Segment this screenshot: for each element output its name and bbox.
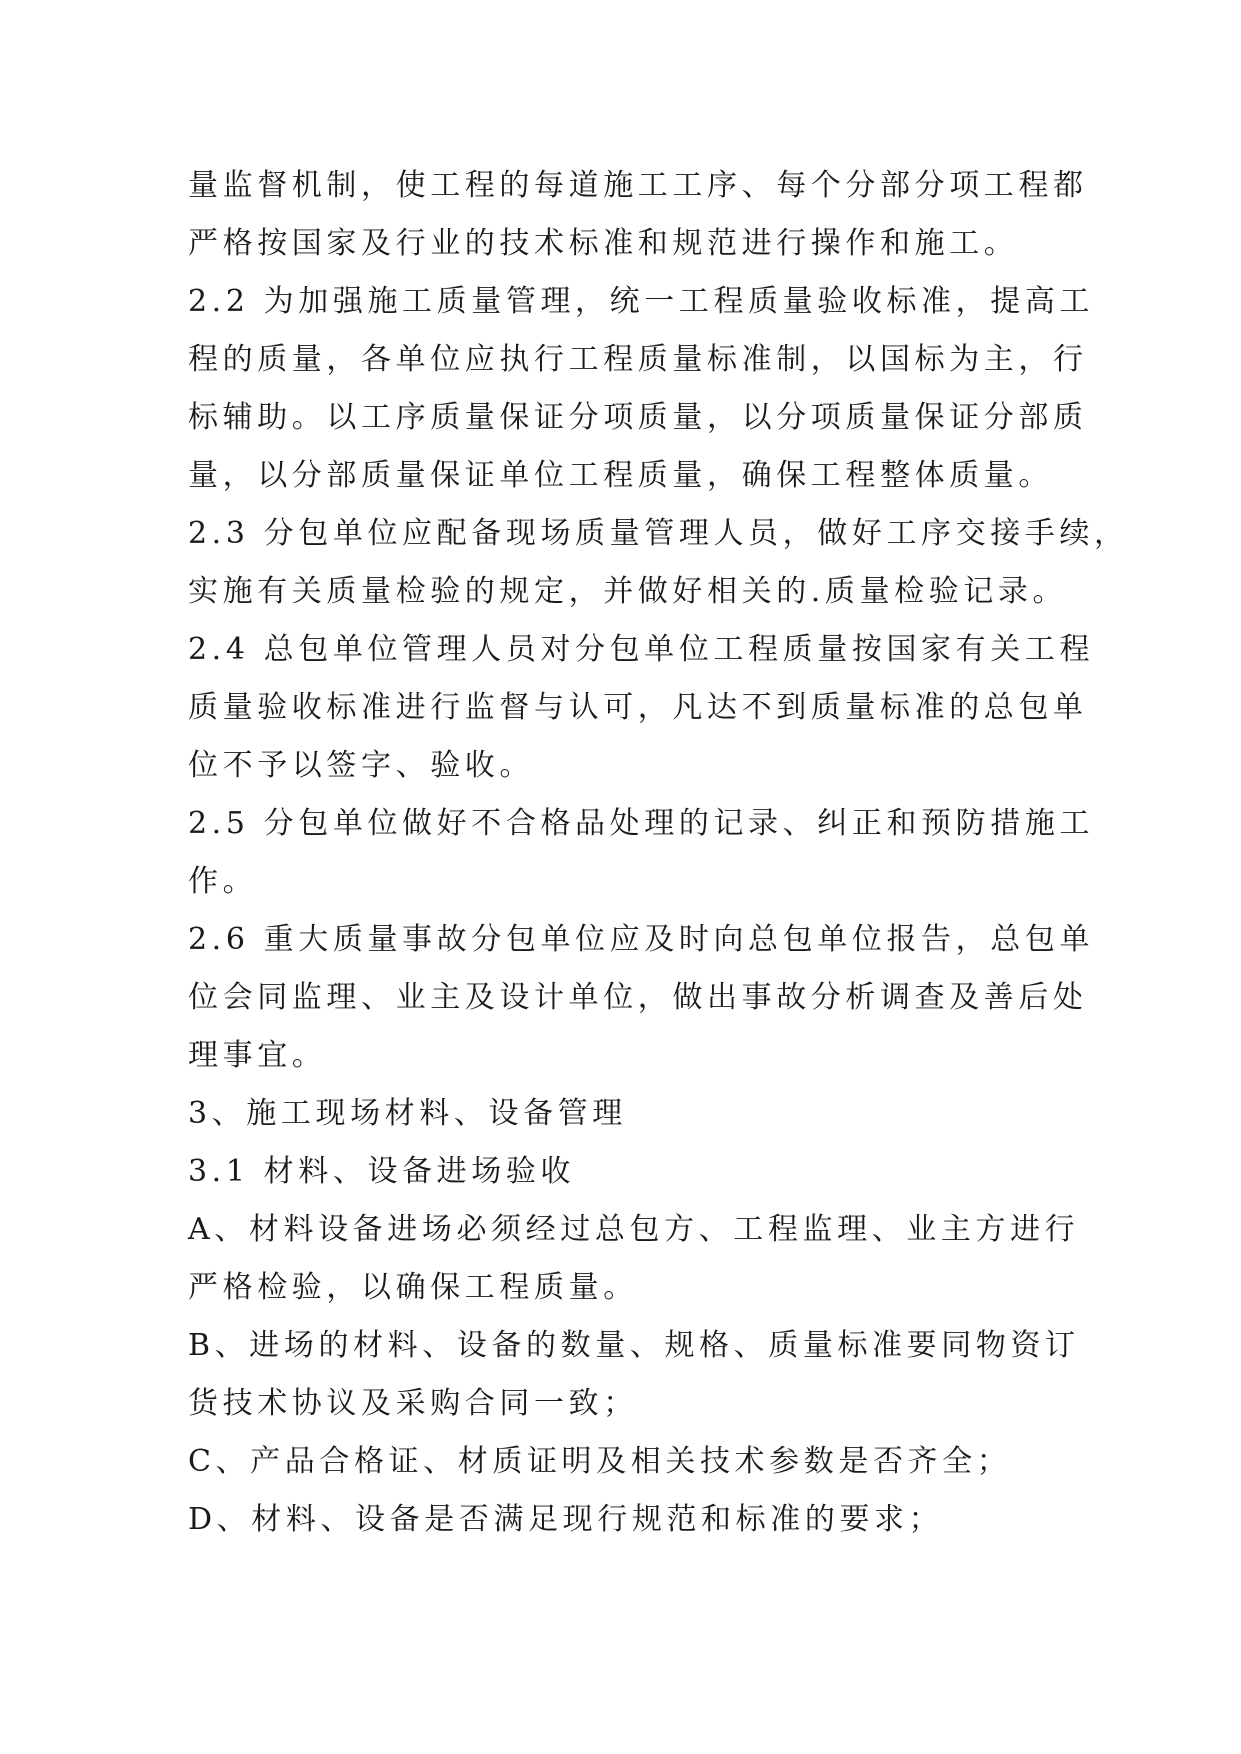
text-line: 严格检验，以确保工程质量。 (188, 1270, 638, 1305)
text-line: 位不予以签字、验收。 (188, 748, 534, 783)
text-line: 2.3 分包单位应配备现场质量管理人员，做好工序交接手续， (188, 516, 1129, 551)
text-line: 2.2 为加强施工质量管理，统一工程质量验收标准，提高工 (188, 284, 1095, 319)
text-line: B、进场的材料、设备的数量、规格、质量标准要同物资订 (188, 1328, 1080, 1363)
text-line: 货技术协议及采购合同一致； (188, 1386, 638, 1421)
section-heading: 3、施工现场材料、设备管理 (188, 1096, 627, 1131)
text-line: D、材料、设备是否满足现行规范和标准的要求； (188, 1502, 944, 1537)
text-line: 2.4 总包单位管理人员对分包单位工程质量按国家有关工程 (188, 632, 1095, 667)
subsection-heading: 3.1 材料、设备进场验收 (188, 1154, 576, 1189)
text-line: 量，以分部质量保证单位工程质量，确保工程整体质量。 (188, 458, 1053, 493)
text-line: 严格按国家及行业的技术标准和规范进行操作和施工。 (188, 226, 1019, 261)
text-line: 实施有关质量检验的规定，并做好相关的.质量检验记录。 (188, 574, 1068, 609)
text-line: 2.5 分包单位做好不合格品处理的记录、纠正和预防措施工 (188, 806, 1095, 841)
text-line: 程的质量，各单位应执行工程质量标准制，以国标为主，行 (188, 342, 1088, 377)
text-line: 2.6 重大质量事故分包单位应及时向总包单位报告，总包单 (188, 922, 1095, 957)
text-line: 位会同监理、业主及设计单位，做出事故分析调查及善后处 (188, 980, 1088, 1015)
document-body (188, 157, 1129, 1549)
text-line: C、产品合格证、材质证明及相关技术参数是否齐全； (188, 1444, 1012, 1479)
text-line: 质量验收标准进行监督与认可，凡达不到质量标准的总包单 (188, 690, 1088, 725)
text-line: 作。 (188, 864, 258, 899)
text-line: 理事宜。 (188, 1038, 327, 1073)
text-line: A、材料设备进场必须经过总包方、工程监理、业主方进行 (188, 1212, 1080, 1247)
text-line: 量监督机制，使工程的每道施工工序、每个分部分项工程都 (188, 168, 1088, 203)
text-line: 标辅助。以工序质量保证分项质量，以分项质量保证分部质 (188, 400, 1088, 435)
